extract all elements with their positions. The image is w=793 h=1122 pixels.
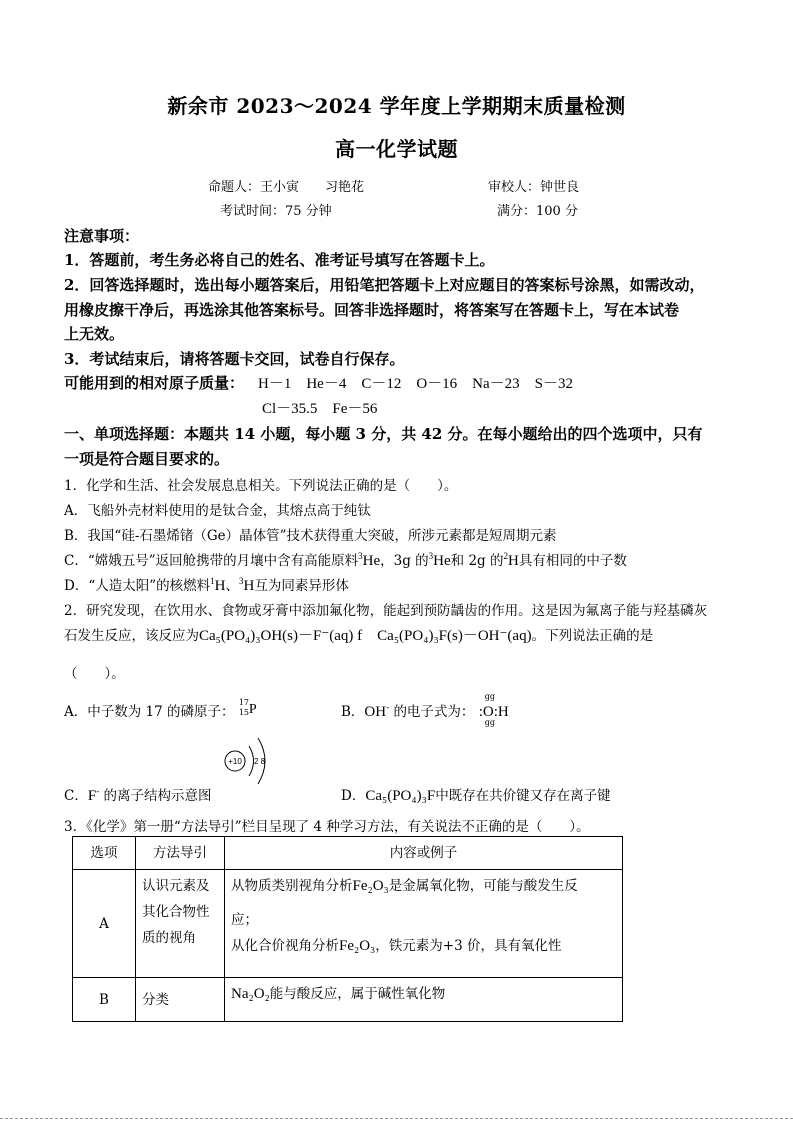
- header-option: 选项: [73, 837, 136, 870]
- row-a-c3-post: ，铁元素为+3 价，具有氧化性: [375, 938, 562, 954]
- row-b-option: B: [73, 978, 136, 1022]
- nucleus-charge: +10: [228, 757, 242, 766]
- notes-heading: 注意事项：: [64, 227, 140, 245]
- exam-subtitle: 高一化学试题: [335, 137, 458, 161]
- q1-c-mid1: ，3g 的: [380, 553, 429, 569]
- q2-stem-line1: 2．研究发现，在饮用水、食物或牙膏中添加氟化物，能起到预防龋齿的作用。这是因为氟离子能与羟基磷灰: [64, 603, 708, 619]
- q1-option-b: B．我国“硅-石墨烯锗（Ge）晶体管”技术获得重大突破，所涉元素都是短周期元素: [64, 528, 557, 544]
- q2-stem2-pre: 石发生反应，该反应为: [64, 628, 199, 644]
- row-a-c3-formula: Fe₂O₃: [339, 938, 376, 954]
- note-2-line3: 上无效。: [64, 325, 125, 343]
- q2-option-b: B．OH- 的电子式为： gg :O:H gg: [341, 692, 509, 727]
- reviewer: 审校人：钟世良: [488, 180, 580, 195]
- row-a-method-line2: 其化合物性: [142, 904, 210, 920]
- table-header-row: [73, 837, 623, 870]
- q2-d-label: D．: [341, 788, 366, 804]
- row-b-content: [225, 978, 623, 1022]
- q2-stem2-post: 。下列说法正确的是: [531, 628, 654, 644]
- full-score: 满分：100 分: [497, 204, 578, 219]
- row-a-c3-pre: 从化合价视角分析: [231, 938, 339, 954]
- q2-c-symbol: F: [87, 788, 97, 804]
- table-row: [73, 978, 623, 1022]
- q2-b-symbol: OH: [364, 704, 387, 720]
- q2-c-post: 的离子结构示意图: [103, 788, 212, 804]
- section1-line1: 一、单项选择题：本题共 14 小题，每小题 3 分，共 42 分。在每小题给出的四个选项中，只有: [64, 425, 703, 443]
- q2-option-a: [64, 697, 263, 722]
- row-a-method-line1: 认识元素及: [142, 878, 210, 894]
- electron-dots-bottom: gg: [484, 718, 495, 727]
- row-a-content: [225, 870, 623, 978]
- row-a-c1-formula: Fe₂O₃: [352, 878, 389, 894]
- row-b-method: 分类: [136, 978, 225, 1022]
- row-a-c1-pre: 从物质类别视角分析: [231, 878, 353, 894]
- row-b-formula: Na₂O₂: [231, 986, 270, 1002]
- row-a-option: A: [73, 870, 136, 978]
- table-row: [73, 870, 623, 978]
- shell-1: [249, 746, 254, 776]
- exam-title: 新余市 2023～2024 学年度上学期期末质量检测: [167, 94, 626, 118]
- fluoride-ion-structure-diagram: [222, 728, 272, 788]
- atomic-masses-line1: H－1 He－4 C－12 O－16 Na－23 S－32: [258, 376, 573, 392]
- row-a-content-line1: [231, 873, 616, 899]
- q1-d-pre: D．“人造太阳”的核燃料: [64, 578, 211, 594]
- q2-b-label: B．: [341, 704, 365, 720]
- isotope-mass-number: 17: [238, 697, 249, 707]
- electron-dots-top: gg: [484, 692, 495, 701]
- q1-c-pre: C．“嫦娥五号”返回舱携带的月壤中含有高能原料: [64, 553, 359, 569]
- q2-a-label: A．中子数为 17 的磷原子：: [64, 704, 235, 720]
- q1-d-mid: 、: [225, 578, 239, 594]
- isotope-symbol: P: [248, 701, 257, 717]
- q2-option-d: [341, 784, 611, 805]
- q1-stem: 1．化学和生活、社会发展息息相关。下列说法正确的是（ ）。: [64, 478, 458, 494]
- electron-formula: [478, 692, 509, 727]
- header-method: 方法导引: [136, 837, 225, 870]
- q2-stem-line3: （ ）。: [64, 666, 125, 682]
- section1-line2: 一项是符合题目要求的。: [64, 450, 230, 468]
- row-a-method-line3: 质的视角: [142, 930, 196, 946]
- shell-electrons: 2 8: [254, 757, 266, 766]
- q2-option-c: C．F- 的离子结构示意图: [64, 787, 212, 804]
- q2-d-formula: Ca₅(PO₄)₃F: [365, 788, 436, 804]
- exam-time: 考试时间：75 分钟: [220, 204, 332, 219]
- note-3: 3．考试结束后，请将答题卡交回，试卷自行保存。: [64, 350, 405, 368]
- row-a-method: [136, 870, 225, 978]
- page-bottom-divider: [0, 1118, 793, 1119]
- phosphorus-isotope: [238, 697, 263, 722]
- q3-stem: 3．《化学》第一册“方法导引”栏目呈现了 4 种学习方法，有关说法不正确的是（ ）。: [64, 819, 590, 835]
- q1-d-post: 互为同素异形体: [254, 578, 349, 594]
- note-2-line1: 2．回答选择题时，选出每小题答案后，用铅笔把答题卡上对应题目的答案标号涂黑，如需改动，: [64, 276, 705, 294]
- q2-equation: Ca₅(PO₄)₃OH(s)－F⁻(aq) f Ca₅(PO₄)₃F(s)－OH⁻(aq): [199, 628, 532, 644]
- row-a-content-line3: [231, 933, 616, 959]
- row-a-content-line2: 应；: [231, 912, 258, 928]
- q3-table: [72, 836, 623, 1022]
- q1-c-mid2: 和 2g 的: [450, 553, 504, 569]
- q2-b-post: 的电子式为：: [393, 704, 475, 720]
- atomic-masses-label: 可能用到的相对原子质量：: [64, 374, 245, 392]
- electron-formula-text: :O:H: [478, 704, 509, 720]
- isotope-atomic-number: 15: [238, 707, 249, 717]
- note-2-line2: 用橡皮擦干净后，再选涂其他答案标号。回答非选择题时，将答案写在答题卡上，写在本试卷: [64, 301, 680, 319]
- row-a-c1-post: 是金属氧化物，可能与酸发生反: [388, 878, 578, 894]
- q1-c-post: 具有相同的中子数: [518, 553, 627, 569]
- row-b-content-post: 能与酸反应，属于碱性氧化物: [269, 986, 446, 1002]
- atomic-masses-line2: Cl－35.5 Fe－56: [262, 401, 378, 417]
- q2-c-label: C．: [64, 788, 88, 804]
- authors: 命题人：王小寅 习艳花: [208, 180, 365, 195]
- q1-option-d: D．“人造太阳”的核燃料$^1$H、$^3$H互为同素异形体: [64, 576, 349, 594]
- note-1: 1．答题前，考生务必将自己的姓名、准考证号填写在答题卡上。: [64, 251, 495, 269]
- q2-stem-line2: [64, 624, 653, 645]
- q1-option-a: A．飞船外壳材料使用的是钛合金，其熔点高于纯钛: [64, 503, 371, 519]
- q1-option-c: C．“嫦娥五号”返回舱携带的月壤中含有高能原料$^3$He，3g 的$^3$He和 2g 的$^2$H具有相同的中子数: [64, 551, 627, 569]
- q2-d-post: 中既存在共价键又存在离子键: [435, 788, 611, 804]
- header-content: 内容或例子: [225, 837, 623, 870]
